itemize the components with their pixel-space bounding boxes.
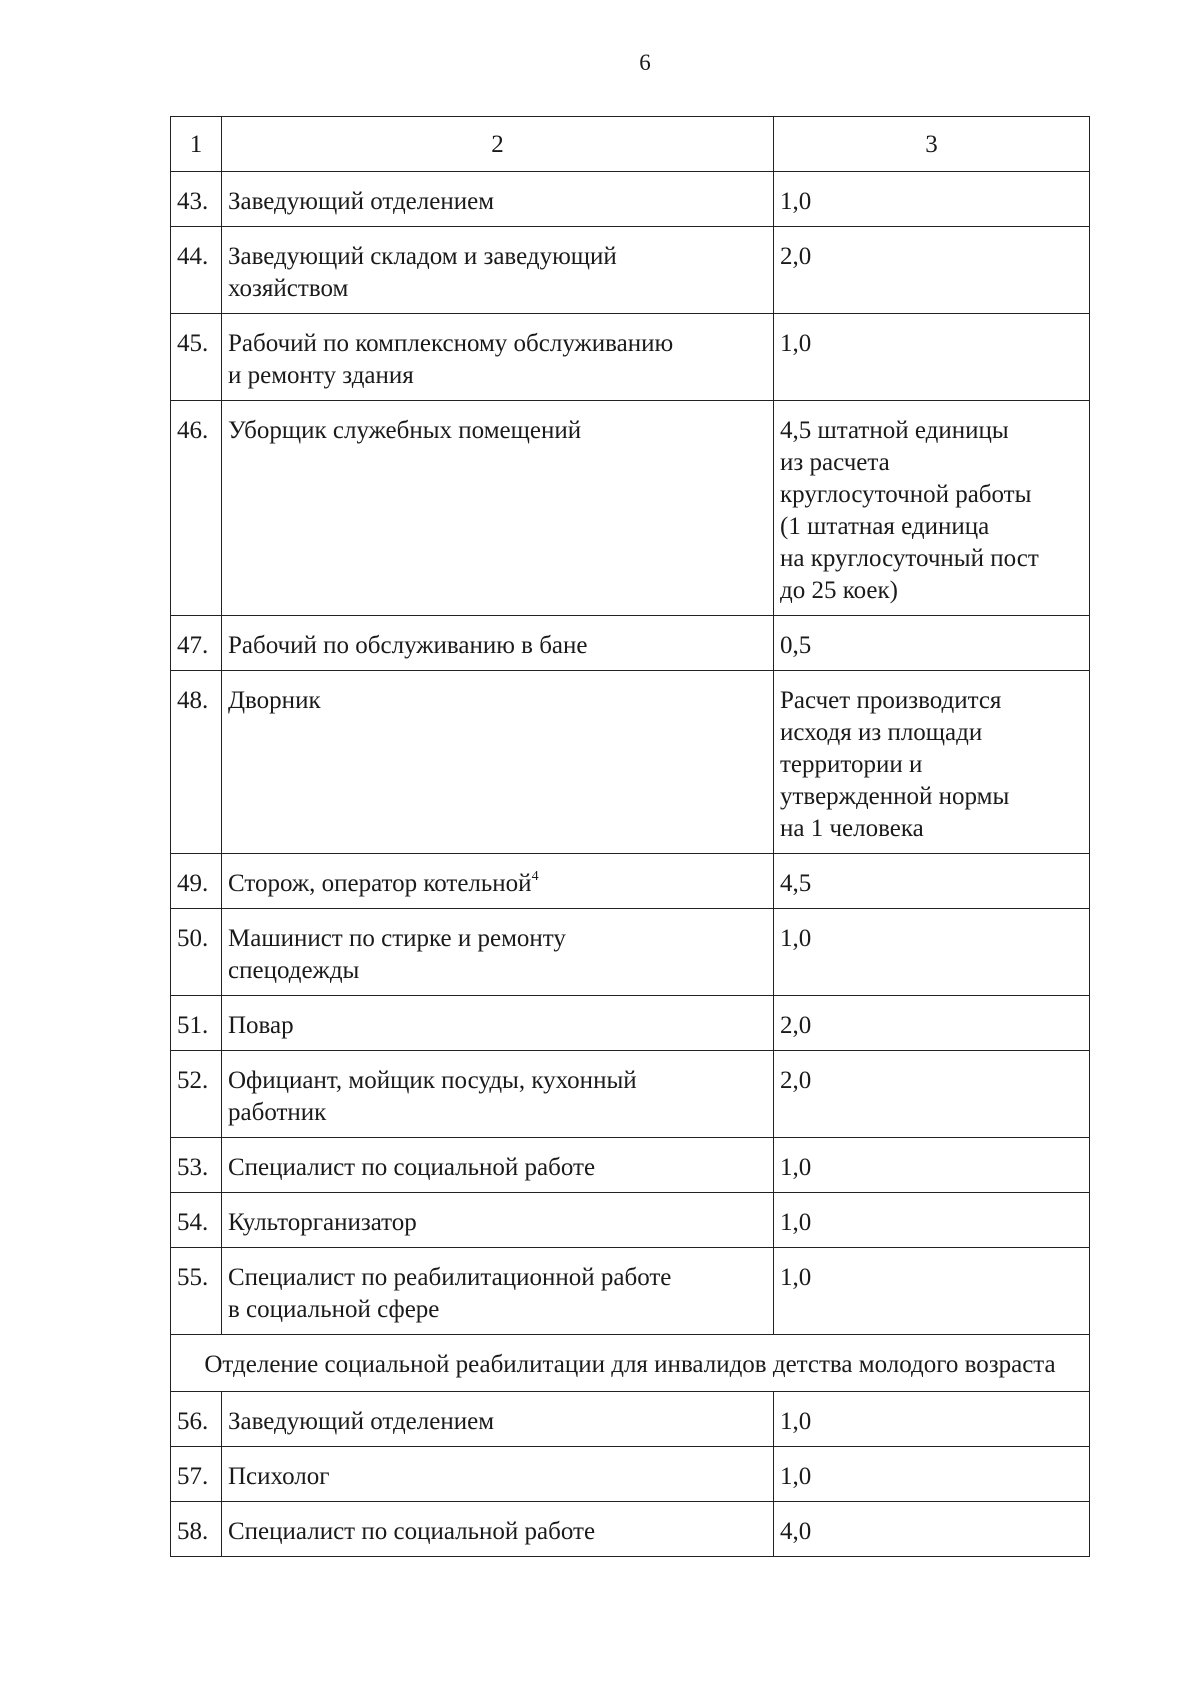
row-position — [222, 1392, 774, 1447]
row-number: 44. — [171, 227, 222, 314]
position-text: Специалист по социальной работе — [228, 1518, 596, 1545]
row-number: 57. — [171, 1447, 222, 1502]
row-norm: 0,5 — [774, 616, 1090, 671]
row-number: 45. — [171, 314, 222, 401]
header-col-3: 3 — [774, 117, 1090, 172]
row-position — [222, 227, 774, 314]
row-norm: 4,0 — [774, 1502, 1090, 1557]
row-position — [222, 1138, 774, 1193]
row-norm: 2,0 — [774, 1051, 1090, 1138]
position-text: Специалист по реабилитационной работе в социальной сфере — [228, 1264, 672, 1323]
page-number: 6 — [639, 50, 651, 75]
position-text: Дворник — [228, 687, 321, 714]
row-number: 50. — [171, 909, 222, 996]
row-number: 48. — [171, 671, 222, 854]
table-row — [171, 854, 1090, 909]
table-row — [171, 1447, 1090, 1502]
row-norm: 1,0 — [774, 314, 1090, 401]
row-norm: 1,0 — [774, 1138, 1090, 1193]
row-position — [222, 314, 774, 401]
table-row — [171, 314, 1090, 401]
row-position — [222, 1447, 774, 1502]
table-row — [171, 909, 1090, 996]
row-position — [222, 909, 774, 996]
table-row — [171, 1392, 1090, 1447]
row-position — [222, 1051, 774, 1138]
row-norm: 1,0 — [774, 1193, 1090, 1248]
table-row — [171, 1138, 1090, 1193]
staffing-table-body — [171, 117, 1090, 1557]
staffing-table — [170, 116, 1090, 1557]
row-position — [222, 616, 774, 671]
row-number: 43. — [171, 172, 222, 227]
row-number: 54. — [171, 1193, 222, 1248]
section-title: Отделение социальной реабилитации для инвалидов детства молодого возраста — [171, 1335, 1090, 1392]
position-text: Уборщик служебных помещений — [228, 417, 582, 444]
table-row — [171, 1248, 1090, 1335]
position-text: Заведующий складом и заведующий хозяйством — [228, 243, 617, 302]
table-row — [171, 1051, 1090, 1138]
row-number: 46. — [171, 401, 222, 616]
row-norm: 2,0 — [774, 996, 1090, 1051]
row-norm: 2,0 — [774, 227, 1090, 314]
row-norm: 1,0 — [774, 1248, 1090, 1335]
table-row — [171, 1193, 1090, 1248]
table-row — [171, 671, 1090, 854]
row-position — [222, 1502, 774, 1557]
row-number: 56. — [171, 1392, 222, 1447]
row-position — [222, 671, 774, 854]
position-text: Специалист по социальной работе — [228, 1154, 596, 1181]
row-number: 58. — [171, 1502, 222, 1557]
row-number: 49. — [171, 854, 222, 909]
row-number: 51. — [171, 996, 222, 1051]
row-number: 52. — [171, 1051, 222, 1138]
row-position — [222, 1193, 774, 1248]
row-number: 55. — [171, 1248, 222, 1335]
position-text: Психолог — [228, 1463, 330, 1490]
row-norm: 1,0 — [774, 1392, 1090, 1447]
position-text: Рабочий по обслуживанию в бане — [228, 632, 588, 659]
table-row — [171, 172, 1090, 227]
row-norm: 4,5 — [774, 854, 1090, 909]
header-col-1: 1 — [171, 117, 222, 172]
table-row — [171, 996, 1090, 1051]
header-col-2: 2 — [222, 117, 774, 172]
position-text: Заведующий отделением — [228, 188, 495, 215]
row-number: 53. — [171, 1138, 222, 1193]
row-norm: 1,0 — [774, 1447, 1090, 1502]
table-row — [171, 1502, 1090, 1557]
row-norm: 1,0 — [774, 172, 1090, 227]
position-text: Сторож, оператор котельной — [228, 870, 532, 897]
row-number: 47. — [171, 616, 222, 671]
row-position — [222, 854, 774, 909]
table-row — [171, 227, 1090, 314]
row-norm: Расчет производится исходя из площади территории и утвержденной нормы на 1 человека — [774, 671, 1090, 854]
position-text: Официант, мойщик посуды, кухонный работник — [228, 1067, 637, 1126]
table-header-row — [171, 117, 1090, 172]
position-text: Машинист по стирке и ремонту спецодежды — [228, 925, 566, 984]
row-norm: 1,0 — [774, 909, 1090, 996]
table-row — [171, 401, 1090, 616]
footnote-marker: 4 — [531, 868, 539, 884]
row-position — [222, 172, 774, 227]
table-row — [171, 616, 1090, 671]
row-position — [222, 1248, 774, 1335]
row-norm: 4,5 штатной единицы из расчета круглосуточной работы (1 штатная единица на круглосуточный пост до 25 коек) — [774, 401, 1090, 616]
row-position — [222, 401, 774, 616]
section-header-row — [171, 1335, 1090, 1392]
position-text: Рабочий по комплексному обслуживанию и ремонту здания — [228, 330, 674, 389]
row-position — [222, 996, 774, 1051]
position-text: Заведующий отделением — [228, 1408, 495, 1435]
position-text: Культорганизатор — [228, 1209, 417, 1236]
position-text: Повар — [228, 1012, 294, 1039]
